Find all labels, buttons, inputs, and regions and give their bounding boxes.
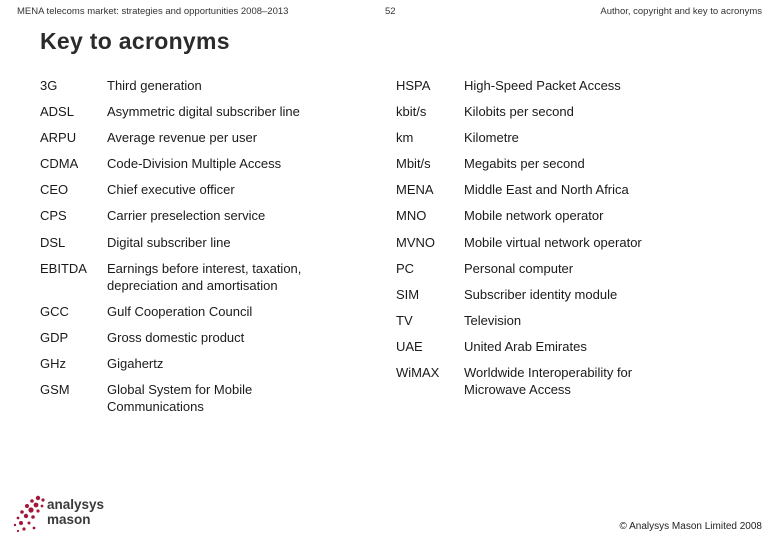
logo-line-2: mason: [47, 512, 91, 527]
acronym-abbreviation: CDMA: [40, 156, 79, 171]
logo-line-1: analysys: [47, 497, 105, 512]
acronym-abbreviation: UAE: [396, 339, 423, 354]
logo-dot: [34, 503, 39, 508]
acronym-definition: Middle East and North Africa: [464, 182, 629, 197]
logo-dot: [28, 522, 31, 525]
acronym-definition: Gross domestic product: [107, 330, 245, 345]
acronym-abbreviation: ARPU: [40, 130, 77, 145]
acronym-definition: Television: [464, 313, 522, 328]
logo-wordmark: [47, 497, 104, 527]
acronym-definition: Gulf Cooperation Council: [107, 304, 253, 319]
logo-dot: [22, 527, 25, 530]
acronym-abbreviation: Mbit/s: [396, 156, 431, 171]
logo-dot: [24, 514, 28, 518]
logo-dot: [36, 496, 40, 500]
acronym-definition: Worldwide Interoperability for Microwave Access: [464, 365, 633, 397]
acronym-abbreviation: MENA: [396, 182, 434, 197]
acronym-definition: Digital subscriber line: [107, 235, 231, 250]
logo-dot: [41, 505, 44, 508]
acronym-abbreviation: 3G: [40, 78, 58, 93]
acronym-abbreviation: CPS: [40, 208, 67, 223]
acronym-definition: Gigahertz: [107, 356, 164, 371]
acronym-definition: Mobile virtual network operator: [464, 235, 642, 250]
logo-dot: [33, 527, 36, 530]
acronym-abbreviation: PC: [396, 261, 415, 276]
acronym-abbreviation: HSPA: [396, 78, 431, 93]
acronym-definition: Average revenue per user: [107, 130, 258, 145]
acronym-abbreviation: EBITDA: [40, 261, 87, 276]
acronym-abbreviation: GDP: [40, 330, 69, 345]
acronym-definition: Earnings before interest, taxation, depreciation and amortisation: [107, 261, 302, 293]
acronym-definition: High-Speed Packet Access: [464, 78, 621, 93]
logo-dot: [25, 504, 29, 508]
acronym-definition: Kilobits per second: [464, 104, 574, 119]
acronym-abbreviation: ADSL: [40, 104, 74, 119]
acronym-abbreviation: SIM: [396, 287, 420, 302]
logo-dot: [17, 530, 19, 532]
logo-dot: [14, 524, 16, 526]
acronym-abbreviation: kbit/s: [396, 104, 427, 119]
acronym-abbreviation: GCC: [40, 304, 69, 319]
acronym-abbreviation: TV: [396, 313, 413, 328]
acronym-definition: United Arab Emirates: [464, 339, 587, 354]
acronym-definition: Chief executive officer: [107, 182, 235, 197]
logo-dot: [41, 498, 44, 501]
acronym-definition: Mobile network operator: [464, 208, 604, 223]
acronym-abbreviation: km: [396, 130, 414, 145]
acronym-definition: Code-Division Multiple Access: [107, 156, 282, 171]
acronym-definition: Third generation: [107, 78, 202, 93]
acronym-abbreviation: CEO: [40, 182, 69, 197]
logo-dots-icon: [14, 496, 45, 532]
acronym-definition: Personal computer: [464, 261, 574, 276]
acronym-definition: Megabits per second: [464, 156, 585, 171]
logo-dot: [17, 517, 20, 520]
logo-dot: [30, 499, 34, 503]
acronym-abbreviation: MNO: [396, 208, 427, 223]
logo-dot: [28, 507, 33, 512]
acronym-definition: Asymmetric digital subscriber line: [107, 104, 300, 119]
logo-dot: [20, 510, 24, 514]
acronym-definition: Carrier preselection service: [107, 208, 266, 223]
header-section-title: Author, copyright and key to acronyms: [600, 6, 762, 17]
acronym-abbreviation: GHz: [40, 356, 66, 371]
acronym-abbreviation: GSM: [40, 382, 70, 397]
logo-dot: [31, 515, 35, 519]
logo-dot: [36, 509, 39, 512]
page-title: Key to acronyms: [40, 28, 230, 54]
acronym-definition: Subscriber identity module: [464, 287, 618, 302]
header-document-title: MENA telecoms market: strategies and opportunities 2008–2013: [17, 6, 289, 17]
acronym-definition: Kilometre: [464, 130, 519, 145]
acronym-abbreviation: DSL: [40, 235, 66, 250]
acronym-definition: Global System for Mobile Communications: [107, 382, 253, 414]
page-number: 52: [385, 6, 396, 17]
acronym-abbreviation: MVNO: [396, 235, 435, 250]
copyright-notice: © Analysys Mason Limited 2008: [619, 521, 762, 532]
logo-dot: [19, 521, 23, 525]
acronym-abbreviation: WiMAX: [396, 365, 440, 380]
